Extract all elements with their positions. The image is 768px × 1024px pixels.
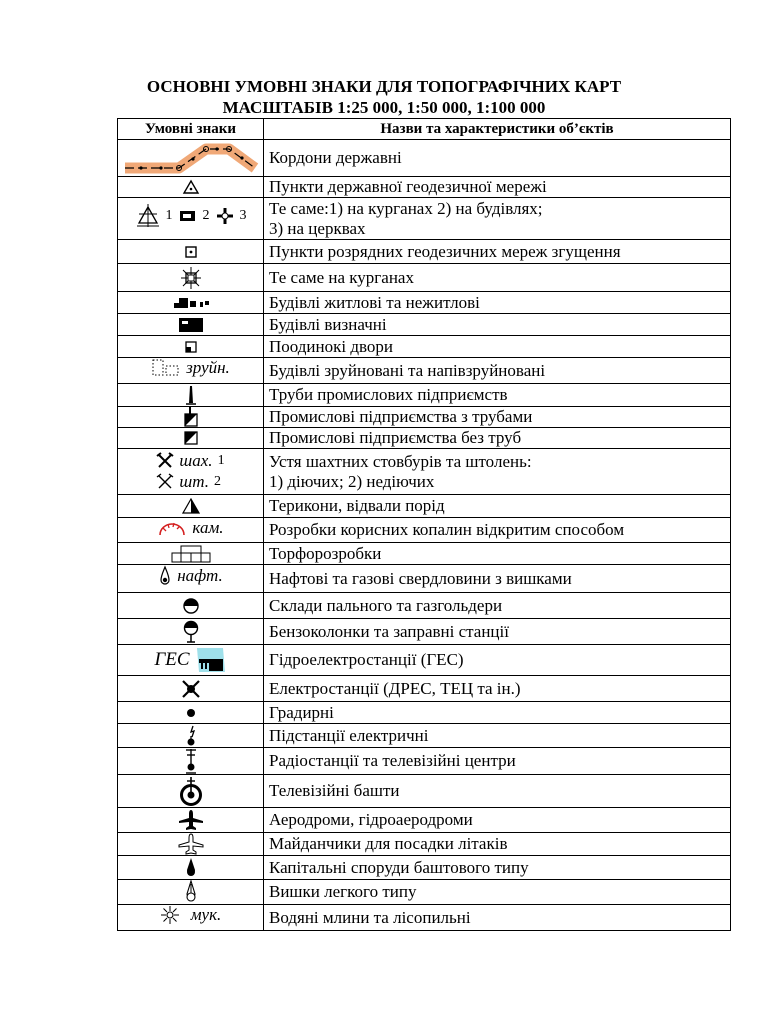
hydro-plant-label: ГЕС <box>154 649 190 670</box>
symbol-cell <box>118 856 264 880</box>
oil-well-label: нафт. <box>177 566 223 585</box>
symbol-cell <box>118 808 264 833</box>
substation-icon <box>183 725 199 747</box>
name-cell: Будівлі визначні <box>264 314 731 336</box>
symbol-cell <box>118 619 264 645</box>
state-border-icon <box>121 141 261 175</box>
table-row <box>118 495 731 518</box>
oil-well-icon <box>158 565 223 587</box>
symbol-cell <box>118 518 264 543</box>
table-row <box>118 880 731 905</box>
mine-label-1: шах. <box>179 451 213 470</box>
densification-point-icon <box>184 245 198 259</box>
symbol-cell <box>118 292 264 314</box>
variant-label-2: 2 <box>202 208 210 223</box>
name-cell: Труби промислових підприємств <box>264 384 731 407</box>
symbol-cell <box>118 593 264 619</box>
table-row <box>118 724 731 748</box>
buildings-icon <box>172 295 210 311</box>
name-cell: Будівлі житлові та нежитлові <box>264 292 731 314</box>
hydro-plant-icon <box>154 646 226 674</box>
symbols-table <box>117 118 731 931</box>
symbol-cell <box>118 676 264 702</box>
symbol-cell <box>118 905 264 931</box>
name-line2: 1) діючих; 2) недіючих <box>269 471 435 491</box>
table-row <box>118 645 731 676</box>
header-names: Назви та характеристики об’єктів <box>264 119 731 140</box>
name-cell: Пункти державної геодезичної мережі <box>264 177 731 198</box>
table-row <box>118 407 731 428</box>
symbol-cell <box>118 264 264 292</box>
table-row <box>118 240 731 264</box>
power-plant-icon <box>180 678 202 700</box>
table-row <box>118 384 731 407</box>
name-cell: Торфорозробки <box>264 543 731 565</box>
table-row <box>118 543 731 565</box>
name-line1: Те саме:1) на курганах 2) на будівлях; <box>269 198 543 218</box>
peat-icon <box>170 544 212 564</box>
geodetic-point-icon <box>182 179 200 195</box>
name-cell: Капітальні споруди баштового типу <box>264 856 731 880</box>
factory-with-chimney-icon <box>183 407 199 427</box>
symbol-cell <box>118 177 264 198</box>
name-cell: Терикони, відвали порід <box>264 495 731 518</box>
watermill-icon <box>160 905 222 925</box>
table-row <box>118 905 731 931</box>
airport-icon <box>178 809 204 831</box>
symbol-cell <box>118 384 264 407</box>
symbol-cell <box>118 358 264 384</box>
open-pit-icon <box>157 518 223 538</box>
symbol-cell <box>118 724 264 748</box>
name-cell: Гідроелектростанції (ГЕС) <box>264 645 731 676</box>
symbol-cell <box>118 495 264 518</box>
densification-point-mound-icon <box>178 266 204 290</box>
table-row <box>118 593 731 619</box>
landing-site-icon <box>178 833 204 855</box>
radio-station-icon <box>183 748 199 774</box>
fuel-storage-icon <box>182 597 200 615</box>
mine-num-2: 2 <box>214 474 221 489</box>
symbol-cell <box>118 314 264 336</box>
name-cell: Бензоколонки та заправні станції <box>264 619 731 645</box>
variant-label-3: 3 <box>239 208 247 223</box>
mine-shaft-icon <box>156 451 224 493</box>
symbol-cell <box>118 880 264 905</box>
table-row <box>118 775 731 808</box>
name-cell: Підстанції електричні <box>264 724 731 748</box>
table-row <box>118 449 731 495</box>
watermill-label: мук. <box>190 905 222 924</box>
name-cell: Поодинокі двори <box>264 336 731 358</box>
open-pit-label: кам. <box>192 518 224 537</box>
table-header-row <box>118 119 731 140</box>
name-cell <box>264 449 731 495</box>
name-cell: Аеродроми, гідроаеродроми <box>264 808 731 833</box>
name-cell: Пункти розрядних геодезичних мереж згущення <box>264 240 731 264</box>
table-row <box>118 833 731 856</box>
ruined-label: зруйн. <box>186 358 230 377</box>
name-cell: Будівлі зруйновані та напівзруйновані <box>264 358 731 384</box>
table-row <box>118 292 731 314</box>
variant-label-1: 1 <box>165 208 173 223</box>
factory-chimney-icon <box>185 385 197 405</box>
light-tower-icon <box>185 880 197 904</box>
name-cell: Те саме на курганах <box>264 264 731 292</box>
factory-no-chimney-icon <box>183 430 199 446</box>
symbol-cell <box>118 702 264 724</box>
notable-building-icon <box>177 317 205 333</box>
name-cell: Вишки легкого типу <box>264 880 731 905</box>
table-row <box>118 336 731 358</box>
table-row <box>118 177 731 198</box>
document-title-line1: ОСНОВНІ УМОВНІ ЗНАКИ ДЛЯ ТОПОГРАФІЧНИХ КАРТ <box>146 77 622 96</box>
name-line2: 3) на церквах <box>269 218 366 238</box>
name-cell <box>264 198 731 240</box>
name-cell: Склади пального та газгольдери <box>264 593 731 619</box>
name-cell: Радіостанції та телевізійні центри <box>264 748 731 775</box>
name-cell: Кордони державні <box>264 140 731 177</box>
document-title-line2: МАСШТАБІВ 1:25 000, 1:50 000, 1:100 000 <box>222 98 546 117</box>
tower-structure-icon <box>185 857 197 879</box>
symbol-cell <box>118 645 264 676</box>
symbol-cell <box>118 775 264 808</box>
symbol-cell <box>118 748 264 775</box>
mine-num-1: 1 <box>217 453 225 468</box>
table-row <box>118 619 731 645</box>
table-row <box>118 518 731 543</box>
table-row <box>118 856 731 880</box>
symbol-cell <box>118 428 264 449</box>
table-row <box>118 428 731 449</box>
table-row <box>118 676 731 702</box>
table-row <box>118 264 731 292</box>
symbol-cell <box>118 240 264 264</box>
table-row <box>118 565 731 593</box>
name-cell: Нафтові та газові свердловини з вишками <box>264 565 731 593</box>
symbol-cell <box>118 407 264 428</box>
cooling-tower-icon <box>185 707 197 719</box>
gas-station-icon <box>182 620 200 644</box>
table-row <box>118 140 731 177</box>
name-cell: Майданчики для посадки літаків <box>264 833 731 856</box>
symbol-cell <box>118 198 264 240</box>
symbol-cell <box>118 833 264 856</box>
table-row <box>118 748 731 775</box>
spoil-heap-icon <box>182 498 200 514</box>
symbol-cell <box>118 565 264 593</box>
symbol-cell <box>118 140 264 177</box>
name-cell: Промислові підприємства без труб <box>264 428 731 449</box>
name-line1: Устя шахтних стовбурів та штолень: <box>269 451 532 471</box>
single-yard-icon <box>184 340 198 354</box>
header-symbols: Умовні знаки <box>118 119 264 140</box>
symbol-cell <box>118 543 264 565</box>
name-cell: Градирні <box>264 702 731 724</box>
name-cell: Розробки корисних копалин відкритим способом <box>264 518 731 543</box>
name-cell: Телевізійні башти <box>264 775 731 808</box>
symbol-cell <box>118 449 264 495</box>
tv-tower-icon <box>178 776 204 806</box>
table-row <box>118 198 731 240</box>
name-cell: Електростанції (ДРЕС, ТЕЦ та ін.) <box>264 676 731 702</box>
table-row <box>118 358 731 384</box>
table-row <box>118 702 731 724</box>
name-cell: Водяні млини та лісопильні <box>264 905 731 931</box>
symbol-cell <box>118 336 264 358</box>
geodetic-point-variants-icon <box>135 204 247 228</box>
mine-label-2: шт. <box>179 472 209 491</box>
name-cell: Промислові підприємства з трубами <box>264 407 731 428</box>
ruined-building-icon <box>151 358 230 378</box>
table-row <box>118 314 731 336</box>
table-row <box>118 808 731 833</box>
